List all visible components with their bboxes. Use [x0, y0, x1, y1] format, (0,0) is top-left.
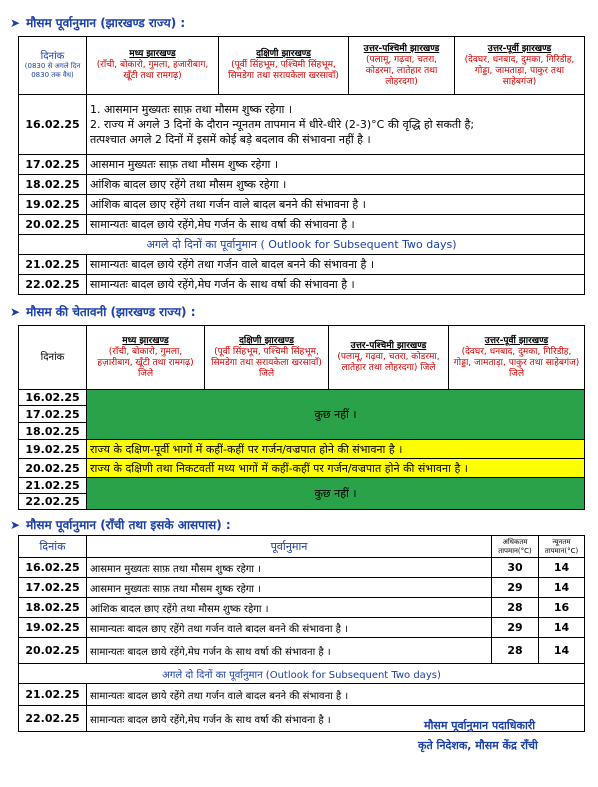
region-central: मध्य झारखण्ड (राँची, बोकारो, गुमला, हजारीबाग, खूँटी तथा रामगढ़) [87, 37, 219, 95]
no-warning-cell: कुछ नहीं । [87, 478, 585, 510]
date-header: दिनांक (0830 से अगले दिन 0830 तक वैध) [19, 37, 87, 95]
warning-table [18, 325, 585, 510]
table-row: 20.02.25 सामान्यतः बादल छाये रहेंगे,मेघ गर्जन के साथ वर्षा की संभावना है । 28 14 [19, 638, 585, 664]
ranchi-forecast-table [18, 535, 585, 732]
arrow-icon: ➤ [10, 16, 21, 30]
table-row: 21.02.25 सामान्यतः बादल छाये रहेंगे तथा गर्जन वाले बादल बनने की संभावना है । [19, 255, 585, 275]
state-forecast-table [18, 36, 585, 295]
table-row: 22.02.25 सामान्यतः बादल छाये रहेंगे,मेघ गर्जन के साथ वर्षा की संभावना है । [19, 275, 585, 295]
outlook-row: अगले दो दिनों का पूर्वानुमान ( Outlook for Subsequent Two days) [19, 235, 585, 255]
section1-title: ➤ मौसम पूर्वानुमान (झारखण्ड राज्य) : [10, 16, 186, 30]
table-row: 18.02.25 [19, 423, 585, 440]
region-northeast: उत्तर-पूर्वी झारखण्ड (देवघर, धनबाद, दुमका, गिरिडीह, गोड्डा, जामताड़ा, पाकुर तथा साहेबगंज) [455, 37, 585, 95]
table-row: 16.02.25 1. आसमान मुख्यतः साफ़ तथा मौसम शुष्क रहेगा । 2. राज्य में अगले 3 दिनों के दौरान न्यूनतम तापमान में धीरे-धीरे (2-3)°C की वृद्धि हो सकती है; तत्पश्चात अगले 2 दिनों में इसमें कोई बड़े बदलाव की संभावना नहीं है । [19, 95, 585, 155]
arrow-icon: ➤ [10, 305, 21, 319]
region-south: दक्षिणी झारखण्ड (पूर्वी सिंहभूम, पश्चिमी सिंहभूम, सिमडेगा तथा सरायकेला खरसावाँ) [219, 37, 349, 95]
table-row: 21.02.25 कुछ नहीं । [19, 478, 585, 494]
table-row: 19.02.25 सामान्यतः बादल छाए रहेंगे तथा गर्जन वाले बादल बनने की संभावना है । 29 14 [19, 618, 585, 638]
table-row: 20.02.25 सामान्यतः बादल छाये रहेंगे,मेघ गर्जन के साथ वर्षा की संभावना है । [19, 215, 585, 235]
outlook-row: अगले दो दिनों का पूर्वानुमान (Outlook for Subsequent Two days) [19, 664, 585, 684]
table-row: 21.02.25 सामान्यतः बादल छाये रहेंगे तथा गर्जन वाले बादल बनने की संभावना है । [19, 684, 585, 706]
table-row: 20.02.25 राज्य के दक्षिणी तथा निकटवर्ती मध्य भागों में कहीं-कहीं पर गर्जन/वज्रपात होने की संभावना है । [19, 459, 585, 478]
table-row: 16.02.25 आसमान मुख्यतः साफ़ तथा मौसम शुष्क रहेगा । 30 14 [19, 558, 585, 578]
table-row: 17.02.25 आसमान मुख्यतः साफ़ तथा मौसम शुष्क रहेगा । [19, 155, 585, 175]
signature-office: कृते निदेशक, मौसम केंद्र राँची [418, 739, 538, 752]
section3-title: ➤ मौसम पूर्वानुमान (राँची तथा इसके आसपास) : [10, 518, 231, 532]
table-header-row [19, 326, 585, 390]
table-row: 22.02.25 [19, 494, 585, 510]
arrow-icon: ➤ [10, 518, 21, 532]
table-row: 17.02.25 [19, 406, 585, 423]
section2-title: ➤ मौसम की चेतावनी (झारखण्ड राज्य) : [10, 305, 196, 319]
warning-cell: राज्य के दक्षिण-पूर्वी भागों में कहीं-कहीं पर गर्जन/वज्रपात होने की संभावना है । [87, 440, 585, 459]
signature-title: मौसम पूर्वानुमान पदाधिकारी [424, 719, 536, 732]
region-northeast: उत्तर-पूर्वी झारखण्ड (देवघर, धनबाद, दुमका, गिरिडीह, गोड्डा, जामताड़ा, पाकुर तथा साहेबगंज) जिले [449, 326, 585, 390]
table-row: 19.02.25 आंशिक बादल छाए रहेंगे तथा गर्जन वाले बादल बनने की संभावना है । [19, 195, 585, 215]
region-northwest: उत्तर-पश्चिमी झारखण्ड (पलामू, गढ़वा, चतरा, कोडरमा, लातेहार तथा लोहरदगा) जिले [329, 326, 449, 390]
warning-cell: राज्य के दक्षिणी तथा निकटवर्ती मध्य भागों में कहीं-कहीं पर गर्जन/वज्रपात होने की संभावना है । [87, 459, 585, 478]
region-northwest: उत्तर-पश्चिमी झारखण्ड (पलामू, गढ़वा, चतरा, कोडरमा, लातेहार तथा लोहरदगा) [349, 37, 455, 95]
table-header-row [19, 37, 585, 95]
date-header: दिनांक [19, 326, 87, 390]
table-header-row: दिनांक पूर्वानुमान अधिकतम तापमान(°C) न्यूनतम तापमान(°C) [19, 536, 585, 558]
table-row: 22.02.25 सामान्यतः बादल छाये रहेंगे,मेघ गर्जन के साथ वर्षा की संभावना है । [19, 706, 585, 732]
no-warning-cell: कुछ नहीं । [87, 390, 585, 440]
table-row: 17.02.25 आसमान मुख्यतः साफ़ तथा मौसम शुष्क रहेगा । 29 14 [19, 578, 585, 598]
table-row: 16.02.25 कुछ नहीं । [19, 390, 585, 406]
table-row: 18.02.25 आंशिक बादल छाए रहेंगे तथा मौसम शुष्क रहेगा । [19, 175, 585, 195]
table-row: 19.02.25 राज्य के दक्षिण-पूर्वी भागों में कहीं-कहीं पर गर्जन/वज्रपात होने की संभावना है । [19, 440, 585, 459]
table-row: 18.02.25 आंशिक बादल छाए रहेंगे तथा मौसम शुष्क रहेगा । 28 16 [19, 598, 585, 618]
region-central: मध्य झारखण्ड (राँची, बोकारो, गुमला, हज़ारीबाग, खूँटी तथा रामगढ़) जिले [87, 326, 205, 390]
region-south: दक्षिणी झारखण्ड (पूर्वी सिंहभूम, पश्चिमी सिंहभूम, सिमडेगा तथा सरायकेला खरसावाँ) जिले [205, 326, 329, 390]
